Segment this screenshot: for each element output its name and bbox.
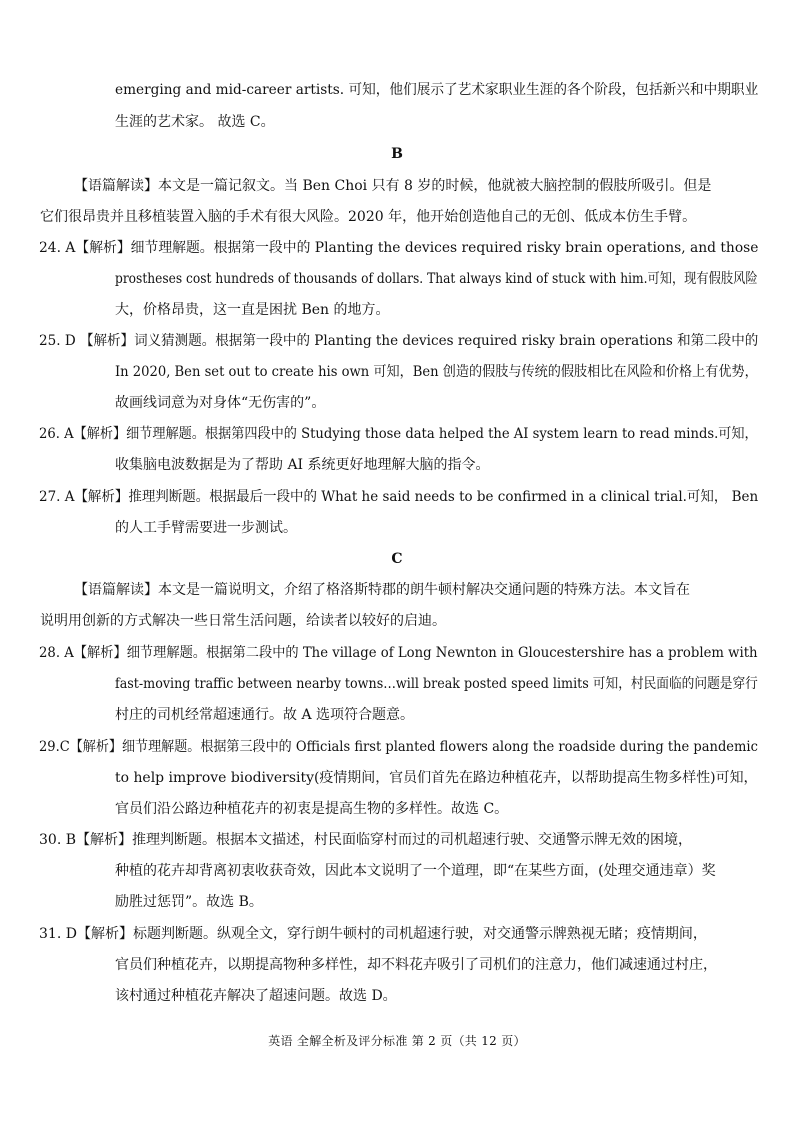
text-line: In 2020, Ben set out to create his own 可知，Ben 创造的假肢与传统的假肢相比在风险和价格上有优势， xyxy=(115,364,758,380)
page-footer: 英语 全解全析及评分标准 第 2 页（共 12 页） xyxy=(268,1034,526,1048)
answer-item: 27. A【解析】推理判断题。根据最后一段中的 What he said needs to be confirmed in a clinical trial.可知， Ben xyxy=(39,489,759,505)
answer-item: 30. B【解析】推理判断题。根据本文描述，村民面临穿村而过的司机超速行驶、交通警示牌无效的困境， xyxy=(39,832,693,848)
answer-item: 31. D【解析】标题判断题。纵观全文，穿行朗牛顿村的司机超速行驶，对交通警示牌熟视无睹；疫情期间， xyxy=(39,926,707,942)
text-line: 励胜过惩罚”。故选 B。 xyxy=(115,894,263,910)
text-line: 的人工手臂需要进一步测试。 xyxy=(115,520,297,536)
text-line: 官员们沿公路边种植花卉的初衷是提高生物的多样性。故选 C。 xyxy=(115,801,509,817)
text-line: 【语篇解读】本文是一篇记叙文。当 Ben Choi 只有 8 岁的时候，他就被大脑控制的假肢所吸引。但是 xyxy=(74,178,712,194)
text-line: 收集脑电波数据是为了帮助 AI 系统更好地理解大脑的指令。 xyxy=(115,457,490,473)
text-line: 生涯的艺术家。 故选 C。 xyxy=(115,114,275,130)
text-line: 官员们种植花卉，以期提高物种多样性，却不料花卉吸引了司机们的注意力，他们减速通过村庄， xyxy=(115,957,717,973)
text-line: prostheses cost hundreds of thousands of dollars. That always kind of stuck with him.可知，现有假肢风险 xyxy=(115,271,758,287)
text-line: 说明用创新的方式解决一些日常生活问题，给读者以较好的启迪。 xyxy=(40,613,446,629)
section-heading: C xyxy=(391,551,403,567)
text-line: 大，价格昂贵，这一直是困扰 Ben 的地方。 xyxy=(115,302,390,318)
section-heading: B xyxy=(391,146,403,162)
text-line: 它们很昂贵并且移植装置入脑的手术有很大风险。2020 年，他开始创造他自己的无创、低成本仿生手臂。 xyxy=(40,209,697,225)
text-line: 故画线词意为对身体“无伤害的”。 xyxy=(115,395,326,411)
text-line: 该村通过种植花卉解决了超速问题。故选 D。 xyxy=(115,988,397,1004)
text-line: emerging and mid-career artists. 可知，他们展示了艺术家职业生涯的各个阶段，包括新兴和中期职业 xyxy=(115,82,759,98)
text-line: to help improve biodiversity(疫情期间，官员们首先在路边种植花卉，以帮助提高生物多样性)可知， xyxy=(115,770,758,786)
answer-item: 29.C【解析】细节理解题。根据第三段中的 Officials first planted flowers along the roadside during the pandemic xyxy=(39,739,758,755)
text-line: 种植的花卉却背离初衷收获奇效，因此本文说明了一个道理，即“在某些方面，(处理交通违章）奖 xyxy=(115,863,716,879)
answer-item: 25. D 【解析】词义猜测题。根据第一段中的 Planting the devices required risky brain operations 和第二段中的 xyxy=(39,333,759,349)
answer-item: 28. A【解析】细节理解题。根据第二段中的 The village of Long Newnton in Gloucestershire has a problem with xyxy=(39,645,758,661)
text-line: fast-moving traffic between nearby towns…will break posted speed limits 可知，村民面临的问题是穿行 xyxy=(115,676,758,692)
text-line: 村庄的司机经常超速通行。故 A 选项符合题意。 xyxy=(115,707,415,723)
answer-item: 24. A【解析】细节理解题。根据第一段中的 Planting the devices required risky brain operations, and those xyxy=(39,240,759,256)
text-line: 【语篇解读】本文是一篇说明文，介绍了格洛斯特郡的朗牛顿村解决交通问题的特殊方法。本文旨在 xyxy=(74,582,690,598)
answer-item: 26. A【解析】细节理解题。根据第四段中的 Studying those data helped the AI system learn to read minds.可知， xyxy=(39,426,758,442)
